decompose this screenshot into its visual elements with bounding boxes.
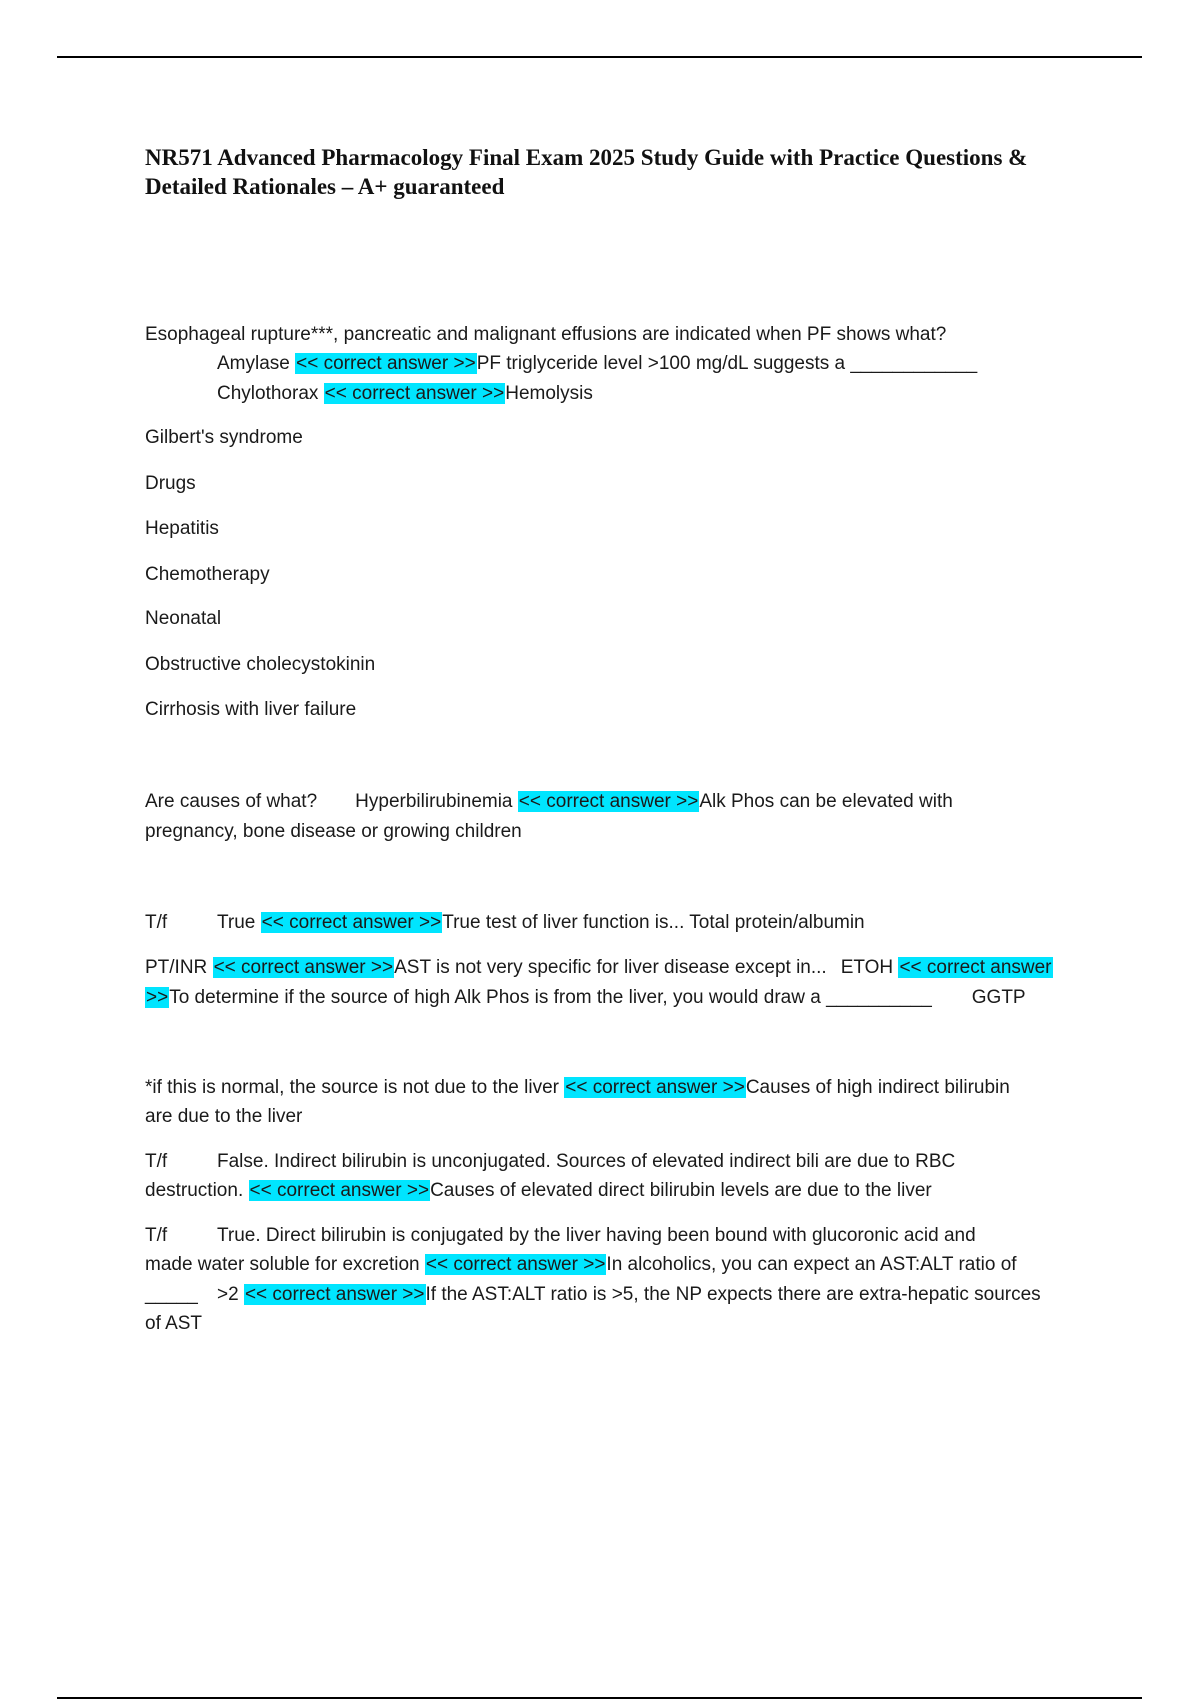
question-esophageal: Esophageal rupture***, pancreatic and malignant effusions are indicated when PF shows what?	[145, 324, 947, 345]
answer-text: Chylothorax	[217, 383, 319, 404]
question-tf-2	[145, 1147, 1090, 1176]
question-ptinr	[145, 953, 1090, 982]
correct-answer-highlight: << correct answer >>	[244, 1284, 425, 1305]
next-question-text: If the AST:ALT ratio is >5, the NP expects there are extra-hepatic sources	[425, 1284, 1041, 1305]
next-question-text: In alcoholics, you can expect an AST:ALT ratio of	[606, 1254, 1017, 1275]
question-ast-ratio	[145, 1280, 1090, 1309]
next-question-text: Alk Phos can be elevated with	[699, 791, 953, 812]
correct-answer-highlight: << correct answer >>	[565, 1077, 745, 1098]
title-line-1: NR571 Advanced Pharmacology Final Exam 2025 Study Guide with Practice Questions &	[145, 145, 1028, 170]
list-item: Drugs	[145, 473, 196, 494]
next-question-text: Causes of high indirect bilirubin	[745, 1077, 1010, 1098]
question-text: Are causes of what?	[145, 791, 318, 812]
question-liver-source	[145, 1073, 1090, 1102]
list-item: Cirrhosis with liver failure	[145, 699, 357, 720]
correct-answer-highlight: << correct answer >>	[296, 353, 476, 374]
answer-text: True. Direct bilirubin is conjugated by the liver having been bound with glucoronic acid and	[217, 1225, 976, 1246]
list-item: Hepatitis	[145, 518, 219, 539]
list-item: Neonatal	[145, 608, 222, 629]
question-causes	[145, 787, 1090, 816]
question-ast-ratio-cont: of AST	[145, 1313, 203, 1334]
answer-text: *if this is normal, the source is not due to the liver	[145, 1077, 559, 1098]
tf-prefix: T/f	[145, 1225, 168, 1246]
correct-answer-highlight: << correct answer >>	[425, 1254, 606, 1275]
answer-text: True	[217, 912, 256, 933]
answer-text: False. Indirect bilirubin is unconjugated. Sources of elevated indirect bili are due to RBC	[217, 1151, 956, 1172]
correct-answer-highlight: << correct answer >>	[261, 912, 442, 933]
top-rule	[57, 56, 1142, 58]
question-tf-2-cont	[145, 1176, 1090, 1205]
answer-text: >2	[217, 1284, 239, 1305]
answer-text: Hyperbilirubinemia	[355, 791, 513, 812]
correct-answer-highlight: << correct answer >>	[518, 791, 699, 812]
next-question-text: Hemolysis	[505, 383, 593, 404]
next-question-text: Causes of elevated direct bilirubin levels are due to the liver	[430, 1180, 932, 1201]
question-tf-3-cont	[145, 1250, 1090, 1279]
answer-line-chylothorax	[217, 379, 593, 408]
document-title	[145, 143, 1105, 201]
question-tf-1	[145, 908, 1090, 937]
correct-answer-highlight: << correct answer >>	[324, 383, 505, 404]
correct-answer-highlight: << correct answer >>	[249, 1180, 430, 1201]
question-tf-3	[145, 1221, 1090, 1250]
question-ptinr-cont	[145, 983, 1090, 1012]
correct-answer-highlight-part1: << correct answer	[899, 957, 1052, 978]
blank-line: _____	[145, 1284, 198, 1305]
list-item: Obstructive cholecystokinin	[145, 654, 376, 675]
tf-prefix: T/f	[145, 912, 168, 933]
next-question-text: To determine if the source of high Alk Phos is from the liver, you would draw a __________	[169, 987, 932, 1008]
correct-answer-highlight: << correct answer >>	[213, 957, 394, 978]
question-causes-cont: pregnancy, bone disease or growing children	[145, 821, 522, 842]
answer-text: GGTP	[971, 987, 1026, 1008]
tf-prefix: T/f	[145, 1151, 168, 1172]
answer-text: Amylase	[217, 353, 290, 374]
answer-text: PT/INR	[145, 957, 208, 978]
next-question-text: AST is not very specific for liver disease except in...	[394, 957, 827, 978]
question-liver-source-cont: are due to the liver	[145, 1106, 303, 1127]
bottom-rule	[57, 1697, 1142, 1699]
list-item: Gilbert's syndrome	[145, 427, 303, 448]
answer-text: made water soluble for excretion	[145, 1254, 420, 1275]
list-item: Chemotherapy	[145, 564, 270, 585]
answer-text: destruction.	[145, 1180, 244, 1201]
answer-text: ETOH	[840, 957, 894, 978]
correct-answer-highlight-part2: >>	[146, 987, 169, 1008]
title-line-2: Detailed Rationales – A+ guaranteed	[145, 174, 505, 199]
next-question-text: True test of liver function is... Total protein/albumin	[442, 912, 865, 933]
next-question-text: PF triglyceride level >100 mg/dL suggests a ____________	[476, 353, 978, 374]
answer-line-amylase	[217, 349, 977, 378]
